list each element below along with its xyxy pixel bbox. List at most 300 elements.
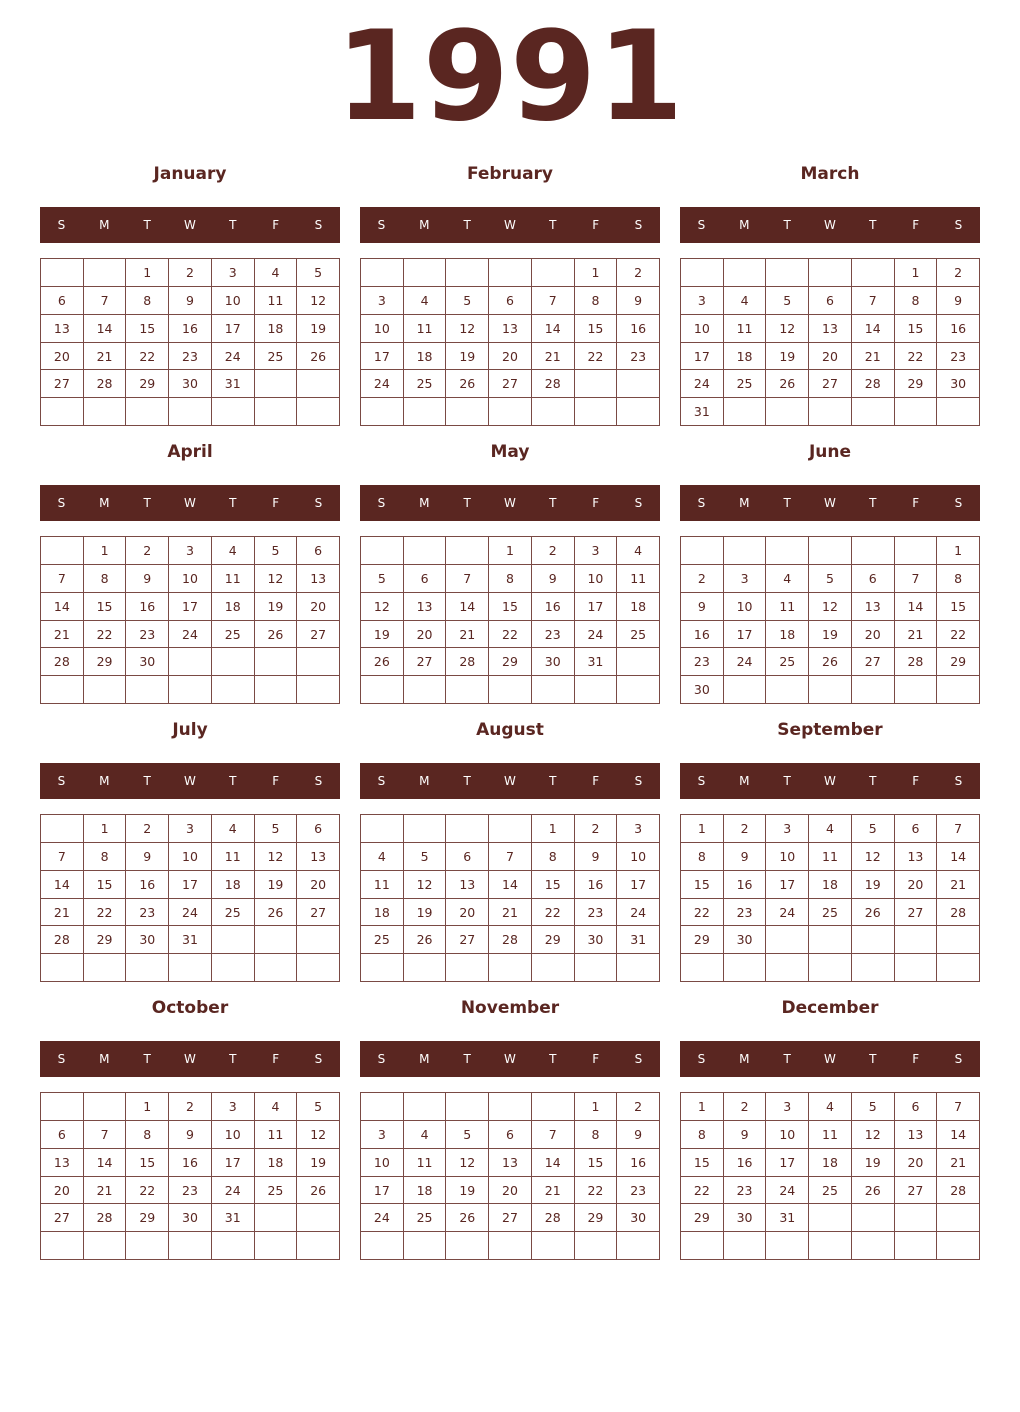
day-cell: 31 [212, 1204, 255, 1232]
day-cell: 1 [937, 537, 980, 565]
empty-day-cell [404, 398, 447, 426]
day-cell: 4 [766, 565, 809, 593]
day-cell: 30 [617, 1204, 660, 1232]
day-cell: 12 [446, 1149, 489, 1177]
weekday-header [680, 763, 980, 799]
day-cell: 21 [41, 621, 84, 649]
month-name: October [151, 998, 229, 1018]
weekday-label: M [739, 774, 750, 788]
day-cell: 21 [489, 899, 532, 927]
day-cell: 24 [212, 343, 255, 371]
weekday-label: T [869, 774, 877, 788]
day-cell: 12 [766, 315, 809, 343]
empty-day-cell [41, 1232, 84, 1260]
day-cell: 19 [852, 1149, 895, 1177]
day-cell: 16 [724, 1149, 767, 1177]
day-cell: 15 [895, 315, 938, 343]
weekday-label: F [912, 774, 920, 788]
day-cell: 14 [852, 315, 895, 343]
day-cell: 7 [489, 843, 532, 871]
day-cell: 1 [84, 537, 127, 565]
day-grid [360, 1092, 660, 1260]
day-cell: 19 [297, 1149, 340, 1177]
empty-day-cell [361, 1232, 404, 1260]
month-name: May [490, 442, 530, 462]
empty-day-cell [446, 815, 489, 843]
day-cell: 23 [575, 899, 618, 927]
day-cell: 8 [681, 1121, 724, 1149]
weekday-label: T [783, 218, 791, 232]
day-cell: 30 [169, 1204, 212, 1232]
day-cell: 12 [255, 565, 298, 593]
day-cell: 15 [489, 593, 532, 621]
weekday-label: T [463, 774, 471, 788]
day-cell: 5 [297, 259, 340, 287]
day-cell: 23 [617, 1177, 660, 1205]
empty-day-cell [297, 1204, 340, 1232]
day-cell: 22 [895, 343, 938, 371]
empty-day-cell [766, 926, 809, 954]
day-cell: 25 [809, 899, 852, 927]
weekday-label: T [143, 218, 151, 232]
day-cell: 15 [126, 1149, 169, 1177]
weekday-label: M [419, 1052, 430, 1066]
day-cell: 17 [169, 593, 212, 621]
empty-day-cell [809, 926, 852, 954]
day-cell: 4 [724, 287, 767, 315]
empty-day-cell [361, 954, 404, 982]
day-cell: 5 [446, 1121, 489, 1149]
weekday-label: S [314, 218, 323, 232]
day-grid [680, 814, 980, 982]
weekday-label: M [419, 496, 430, 510]
empty-day-cell [809, 1204, 852, 1232]
weekday-label: T [783, 774, 791, 788]
day-cell: 20 [297, 593, 340, 621]
empty-day-cell [41, 398, 84, 426]
weekday-label: S [377, 774, 386, 788]
day-cell: 17 [575, 593, 618, 621]
empty-day-cell [681, 537, 724, 565]
weekday-label: S [634, 1052, 643, 1066]
day-grid [680, 1092, 980, 1260]
day-cell: 30 [126, 648, 169, 676]
day-cell: 8 [937, 565, 980, 593]
day-cell: 2 [126, 815, 169, 843]
day-cell: 25 [255, 343, 298, 371]
day-cell: 14 [84, 1149, 127, 1177]
day-cell: 26 [766, 370, 809, 398]
day-cell: 10 [766, 1121, 809, 1149]
day-cell: 20 [41, 1177, 84, 1205]
day-cell: 10 [617, 843, 660, 871]
day-cell: 25 [404, 370, 447, 398]
day-cell: 15 [937, 593, 980, 621]
day-cell: 26 [297, 1177, 340, 1205]
day-cell: 27 [404, 648, 447, 676]
day-cell: 16 [681, 621, 724, 649]
day-cell: 26 [255, 899, 298, 927]
day-cell: 2 [169, 259, 212, 287]
empty-day-cell [809, 398, 852, 426]
day-cell: 29 [895, 370, 938, 398]
day-cell: 20 [489, 343, 532, 371]
weekday-label: S [377, 496, 386, 510]
day-cell: 9 [169, 287, 212, 315]
day-cell: 2 [937, 259, 980, 287]
day-cell: 4 [617, 537, 660, 565]
day-grid [360, 258, 660, 426]
empty-day-cell [575, 1232, 618, 1260]
day-cell: 3 [617, 815, 660, 843]
day-cell: 29 [126, 370, 169, 398]
day-cell: 27 [489, 370, 532, 398]
weekday-label: W [184, 774, 196, 788]
day-cell: 16 [126, 871, 169, 899]
month-september [680, 716, 980, 994]
day-cell: 28 [446, 648, 489, 676]
weekday-label: S [57, 218, 66, 232]
day-cell: 26 [852, 1177, 895, 1205]
day-grid [40, 536, 340, 704]
empty-day-cell [724, 1232, 767, 1260]
empty-day-cell [126, 398, 169, 426]
empty-day-cell [404, 537, 447, 565]
empty-day-cell [41, 815, 84, 843]
day-cell: 31 [617, 926, 660, 954]
day-cell: 13 [404, 593, 447, 621]
empty-day-cell [766, 398, 809, 426]
day-cell: 1 [681, 815, 724, 843]
day-cell: 10 [575, 565, 618, 593]
day-cell: 13 [895, 843, 938, 871]
day-cell: 12 [297, 1121, 340, 1149]
day-cell: 23 [126, 899, 169, 927]
month-november [360, 994, 660, 1272]
day-cell: 28 [84, 370, 127, 398]
day-cell: 26 [809, 648, 852, 676]
empty-day-cell [297, 954, 340, 982]
day-cell: 20 [852, 621, 895, 649]
weekday-label: S [954, 1052, 963, 1066]
day-cell: 9 [617, 287, 660, 315]
day-cell: 4 [361, 843, 404, 871]
day-cell: 11 [255, 287, 298, 315]
day-cell: 21 [84, 1177, 127, 1205]
weekday-label: T [143, 496, 151, 510]
weekday-label: S [954, 218, 963, 232]
day-cell: 9 [724, 843, 767, 871]
weekday-label: F [592, 774, 600, 788]
empty-day-cell [297, 926, 340, 954]
day-cell: 20 [446, 899, 489, 927]
day-cell: 18 [724, 343, 767, 371]
day-cell: 8 [532, 843, 575, 871]
day-grid [40, 1092, 340, 1260]
day-cell: 9 [169, 1121, 212, 1149]
empty-day-cell [532, 1232, 575, 1260]
weekday-header [680, 1041, 980, 1077]
day-cell: 30 [724, 926, 767, 954]
day-cell: 29 [126, 1204, 169, 1232]
weekday-label: S [314, 774, 323, 788]
empty-day-cell [617, 648, 660, 676]
day-cell: 5 [809, 565, 852, 593]
weekday-label: T [549, 774, 557, 788]
day-cell: 29 [489, 648, 532, 676]
day-cell: 7 [852, 287, 895, 315]
empty-day-cell [84, 1232, 127, 1260]
day-cell: 18 [255, 1149, 298, 1177]
empty-day-cell [809, 1232, 852, 1260]
empty-day-cell [169, 954, 212, 982]
empty-day-cell [489, 676, 532, 704]
empty-day-cell [937, 676, 980, 704]
empty-day-cell [169, 648, 212, 676]
month-name: April [167, 442, 213, 462]
empty-day-cell [255, 648, 298, 676]
day-cell: 19 [297, 315, 340, 343]
empty-day-cell [255, 1232, 298, 1260]
day-cell: 5 [361, 565, 404, 593]
day-cell: 27 [41, 370, 84, 398]
weekday-label: F [592, 218, 600, 232]
day-cell: 27 [895, 899, 938, 927]
day-grid [40, 258, 340, 426]
day-cell: 25 [212, 899, 255, 927]
day-cell: 12 [852, 1121, 895, 1149]
empty-day-cell [809, 954, 852, 982]
day-cell: 14 [937, 1121, 980, 1149]
empty-day-cell [766, 1232, 809, 1260]
weekday-label: S [57, 1052, 66, 1066]
weekday-label: M [99, 774, 110, 788]
day-cell: 14 [489, 871, 532, 899]
day-cell: 20 [297, 871, 340, 899]
day-cell: 27 [297, 621, 340, 649]
day-cell: 7 [84, 1121, 127, 1149]
weekday-label: S [697, 218, 706, 232]
day-cell: 6 [895, 1093, 938, 1121]
weekday-label: T [783, 496, 791, 510]
day-cell: 20 [404, 621, 447, 649]
day-cell: 3 [212, 259, 255, 287]
empty-day-cell [212, 954, 255, 982]
empty-day-cell [212, 1232, 255, 1260]
empty-day-cell [532, 259, 575, 287]
day-cell: 13 [809, 315, 852, 343]
empty-day-cell [575, 398, 618, 426]
day-cell: 22 [84, 899, 127, 927]
weekday-label: W [504, 1052, 516, 1066]
empty-day-cell [617, 1232, 660, 1260]
weekday-header [360, 1041, 660, 1077]
day-cell: 11 [404, 315, 447, 343]
day-cell: 24 [766, 1177, 809, 1205]
day-cell: 23 [126, 621, 169, 649]
empty-day-cell [361, 259, 404, 287]
empty-day-cell [575, 954, 618, 982]
day-cell: 26 [446, 1204, 489, 1232]
day-cell: 28 [41, 926, 84, 954]
day-cell: 19 [404, 899, 447, 927]
day-cell: 13 [41, 315, 84, 343]
day-cell: 22 [532, 899, 575, 927]
day-cell: 15 [681, 871, 724, 899]
day-cell: 2 [126, 537, 169, 565]
day-cell: 3 [766, 1093, 809, 1121]
empty-day-cell [297, 1232, 340, 1260]
month-name: March [800, 164, 860, 184]
day-cell: 1 [489, 537, 532, 565]
empty-day-cell [446, 1232, 489, 1260]
month-name: July [172, 720, 208, 740]
weekday-label: F [592, 496, 600, 510]
day-cell: 21 [852, 343, 895, 371]
day-grid [680, 536, 980, 704]
weekday-label: M [739, 496, 750, 510]
day-cell: 11 [617, 565, 660, 593]
day-cell: 30 [532, 648, 575, 676]
weekday-label: T [143, 1052, 151, 1066]
day-cell: 24 [766, 899, 809, 927]
day-cell: 1 [895, 259, 938, 287]
day-cell: 5 [766, 287, 809, 315]
day-cell: 1 [681, 1093, 724, 1121]
day-cell: 22 [126, 1177, 169, 1205]
day-cell: 3 [212, 1093, 255, 1121]
weekday-label: W [504, 496, 516, 510]
weekday-label: F [592, 1052, 600, 1066]
empty-day-cell [937, 954, 980, 982]
empty-day-cell [937, 1232, 980, 1260]
day-grid [360, 814, 660, 982]
weekday-label: S [377, 1052, 386, 1066]
day-cell: 17 [617, 871, 660, 899]
day-cell: 9 [532, 565, 575, 593]
day-cell: 6 [809, 287, 852, 315]
day-cell: 15 [532, 871, 575, 899]
day-cell: 20 [41, 343, 84, 371]
day-cell: 12 [361, 593, 404, 621]
month-march [680, 160, 980, 438]
day-cell: 7 [937, 1093, 980, 1121]
empty-day-cell [169, 676, 212, 704]
day-cell: 18 [404, 1177, 447, 1205]
day-cell: 14 [937, 843, 980, 871]
day-cell: 16 [126, 593, 169, 621]
weekday-label: W [184, 1052, 196, 1066]
day-cell: 1 [126, 259, 169, 287]
weekday-label: F [272, 496, 280, 510]
day-cell: 13 [297, 565, 340, 593]
weekday-label: S [57, 496, 66, 510]
day-cell: 10 [212, 287, 255, 315]
empty-day-cell [681, 954, 724, 982]
day-cell: 22 [126, 343, 169, 371]
day-cell: 19 [361, 621, 404, 649]
day-cell: 17 [724, 621, 767, 649]
month-february [360, 160, 660, 438]
day-cell: 27 [852, 648, 895, 676]
empty-day-cell [724, 259, 767, 287]
month-december [680, 994, 980, 1272]
month-april [40, 438, 340, 716]
day-cell: 17 [766, 871, 809, 899]
day-cell: 10 [169, 843, 212, 871]
day-cell: 5 [255, 537, 298, 565]
weekday-label: W [504, 218, 516, 232]
day-cell: 31 [575, 648, 618, 676]
day-cell: 18 [212, 871, 255, 899]
day-cell: 20 [895, 1149, 938, 1177]
day-cell: 10 [361, 1149, 404, 1177]
day-cell: 10 [212, 1121, 255, 1149]
day-cell: 31 [169, 926, 212, 954]
day-cell: 21 [937, 871, 980, 899]
day-cell: 6 [489, 1121, 532, 1149]
empty-day-cell [41, 676, 84, 704]
day-cell: 13 [895, 1121, 938, 1149]
weekday-label: S [634, 496, 643, 510]
day-cell: 9 [126, 565, 169, 593]
day-cell: 7 [532, 287, 575, 315]
empty-day-cell [532, 398, 575, 426]
day-cell: 17 [169, 871, 212, 899]
day-cell: 16 [617, 1149, 660, 1177]
day-cell: 21 [532, 1177, 575, 1205]
day-cell: 21 [895, 621, 938, 649]
empty-day-cell [404, 1093, 447, 1121]
day-cell: 13 [489, 315, 532, 343]
day-cell: 21 [41, 899, 84, 927]
weekday-label: M [739, 218, 750, 232]
weekday-header [680, 207, 980, 243]
day-cell: 29 [681, 1204, 724, 1232]
day-cell: 3 [724, 565, 767, 593]
day-cell: 8 [126, 287, 169, 315]
empty-day-cell [766, 537, 809, 565]
empty-day-cell [41, 259, 84, 287]
day-cell: 21 [446, 621, 489, 649]
day-cell: 12 [297, 287, 340, 315]
empty-day-cell [895, 676, 938, 704]
empty-day-cell [297, 370, 340, 398]
day-cell: 5 [852, 1093, 895, 1121]
day-cell: 6 [446, 843, 489, 871]
weekday-label: M [99, 1052, 110, 1066]
day-cell: 12 [255, 843, 298, 871]
day-cell: 28 [937, 1177, 980, 1205]
empty-day-cell [895, 1204, 938, 1232]
day-cell: 25 [766, 648, 809, 676]
empty-day-cell [446, 954, 489, 982]
day-cell: 27 [297, 899, 340, 927]
day-cell: 19 [446, 343, 489, 371]
day-cell: 7 [41, 843, 84, 871]
empty-day-cell [361, 676, 404, 704]
day-cell: 5 [446, 287, 489, 315]
empty-day-cell [809, 676, 852, 704]
day-cell: 15 [84, 871, 127, 899]
empty-day-cell [297, 648, 340, 676]
day-cell: 7 [532, 1121, 575, 1149]
weekday-label: F [272, 218, 280, 232]
day-cell: 28 [41, 648, 84, 676]
day-cell: 3 [575, 537, 618, 565]
day-cell: 11 [361, 871, 404, 899]
weekday-label: F [912, 1052, 920, 1066]
